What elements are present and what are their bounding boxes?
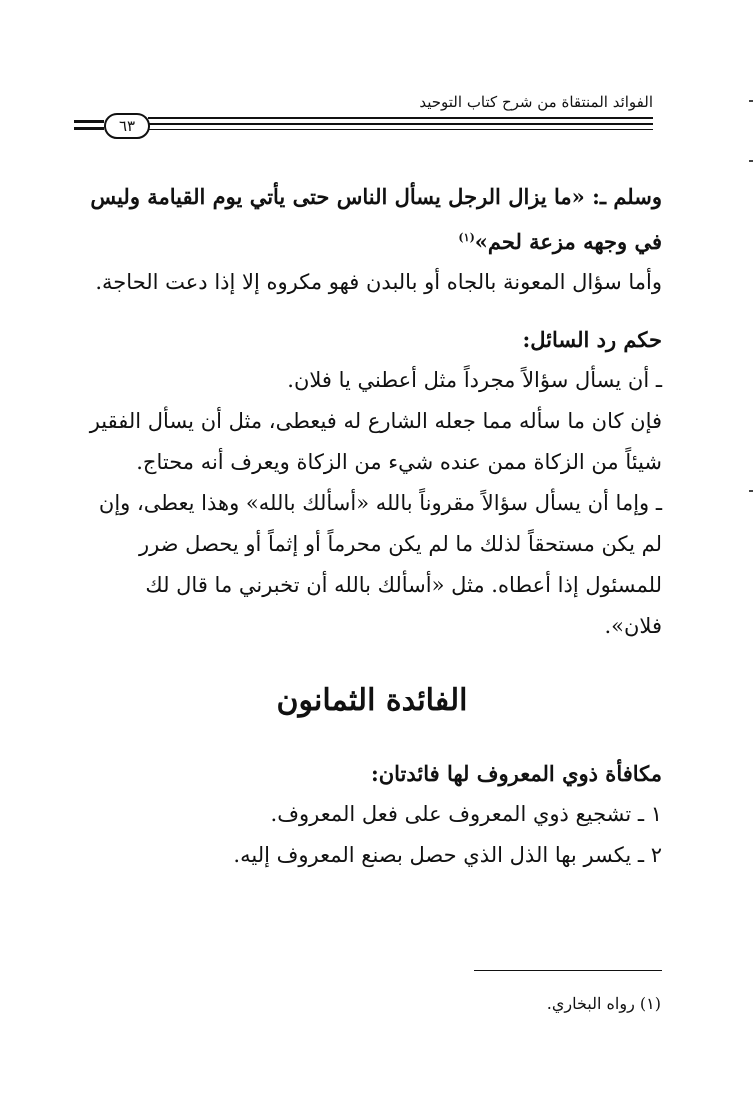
list-item: ـ أن يسأل سؤالاً مجرداً مثل أعطني يا فلان. [287,368,662,392]
header-dash [74,120,104,123]
paragraph: وأما سؤال المعونة بالجاه أو بالبدن فهو مكروه إلا إذا دعت الحاجة. [95,270,662,294]
numbered-point: ٢ ـ يكسر بها الذل الذي حصل بصنع المعروف إليه. [233,843,662,867]
hadith-line: وسلم ـ: «ما يزال الرجل يسأل الناس حتى يأتي يوم القيامة وليس [90,184,662,209]
numbered-point: ١ ـ تشجيع ذوي المعروف على فعل المعروف. [270,802,662,826]
scan-edge-mark [749,100,753,102]
section-subheading: مكافأة ذوي المعروف لها فائدتان: [370,761,662,786]
paragraph: فإن كان ما سأله مما جعله الشارع له فيعطى، مثل أن يسأل الفقير شيئاً من الزكاة ممن عنده شيء من الزكاة ويعرف أنه محتاج. [89,409,662,474]
page-number: ٦٣ [104,113,150,139]
footnote: (١) رواه البخاري. [546,994,661,1013]
page-body [82,176,662,876]
footnote-ref: (١) [458,231,475,244]
running-header-title: الفوائد المنتقاة من شرح كتاب التوحيد [419,93,653,111]
scan-edge-mark [749,160,753,162]
scan-edge-mark [749,490,753,492]
header-rule [148,123,653,125]
header-dash [74,127,104,130]
paragraph: ـ وإما أن يسأل سؤالاً مقروناً بالله «أسألك بالله» وهذا يعطى، وإن لم يكن مستحقاً لذلك ما لم يكن محرماً أو إثماً أو يحصل ضرر للمسئول إذا أعطاه. مثل «أسألك بالله أن تخبرني ما قال لك فلان». [98,491,662,638]
footnote-separator [474,970,662,971]
subheading: حكم رد السائل: [522,327,662,352]
section-title: الفائدة الثمانون [276,683,468,718]
header-rule [148,117,653,119]
hadith-line-end [82,217,662,262]
hadith-text: في وجهه مزعة لحم» [474,229,662,254]
header-rule [148,129,653,130]
